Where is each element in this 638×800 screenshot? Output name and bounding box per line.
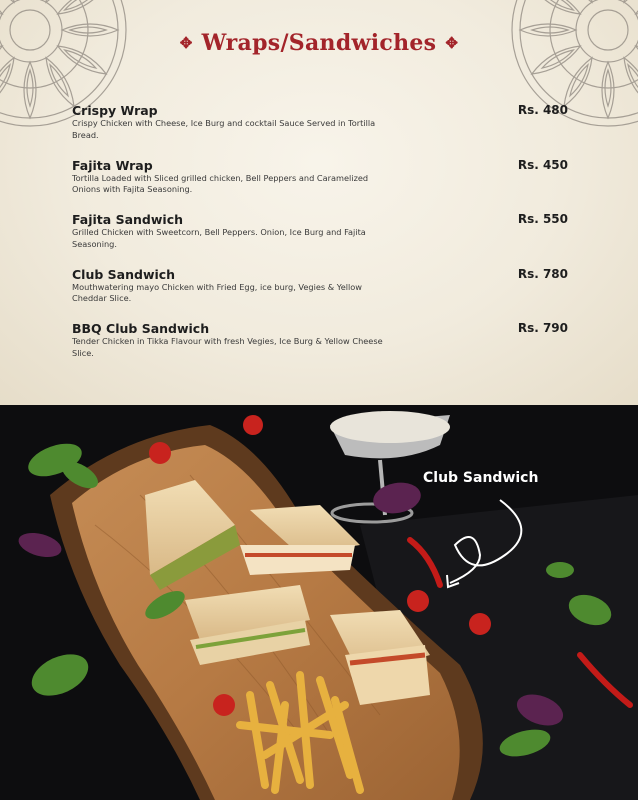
menu-items-list bbox=[72, 103, 568, 376]
item-description: Crispy Chicken with Cheese, Ice Burg and cocktail Sauce Served in Tortilla Bread. bbox=[72, 118, 376, 140]
item-description: Tender Chicken in Tikka Flavour with fresh Vegies, Ice Burg & Yellow Cheese Slice. bbox=[72, 336, 383, 358]
item-description: Mouthwatering mayo Chicken with Fried Egg, ice burg, Vegies & Yellow Cheddar Slice. bbox=[72, 281, 362, 303]
ornament-left-icon: ✥ bbox=[179, 34, 193, 52]
menu-item bbox=[72, 103, 568, 158]
photo-caption: Club Sandwich bbox=[423, 470, 539, 486]
item-description: Tortilla Loaded with Sliced grilled chicken, Bell Peppers and Caramelized Onions with Fajita Seasoning. bbox=[72, 172, 369, 194]
menu-item bbox=[72, 267, 568, 322]
item-price: Rs. 480 bbox=[517, 103, 568, 117]
menu-item bbox=[72, 321, 568, 376]
ornament-right-icon: ✥ bbox=[445, 34, 459, 52]
item-name: BBQ Club Sandwich bbox=[72, 321, 210, 336]
menu-section-title bbox=[0, 30, 638, 56]
item-name: Crispy Wrap bbox=[72, 103, 158, 118]
item-price: Rs. 450 bbox=[517, 157, 568, 172]
food-photo-illustration bbox=[0, 405, 638, 800]
title-text: Wraps/Sandwiches bbox=[201, 30, 437, 56]
item-name: Fajita Wrap bbox=[72, 157, 153, 173]
item-price: Rs. 780 bbox=[517, 266, 568, 281]
item-price: Rs. 550 bbox=[517, 212, 568, 226]
item-description: Grilled Chicken with Sweetcorn, Bell Peppers. Onion, Ice Burg and Fajita Seasoning. bbox=[72, 227, 366, 249]
menu-item bbox=[72, 212, 568, 267]
menu-item bbox=[72, 158, 568, 213]
item-name: Fajita Sandwich bbox=[72, 212, 183, 227]
food-photo bbox=[0, 405, 638, 800]
item-price: Rs. 790 bbox=[517, 321, 568, 335]
item-name: Club Sandwich bbox=[72, 266, 176, 282]
